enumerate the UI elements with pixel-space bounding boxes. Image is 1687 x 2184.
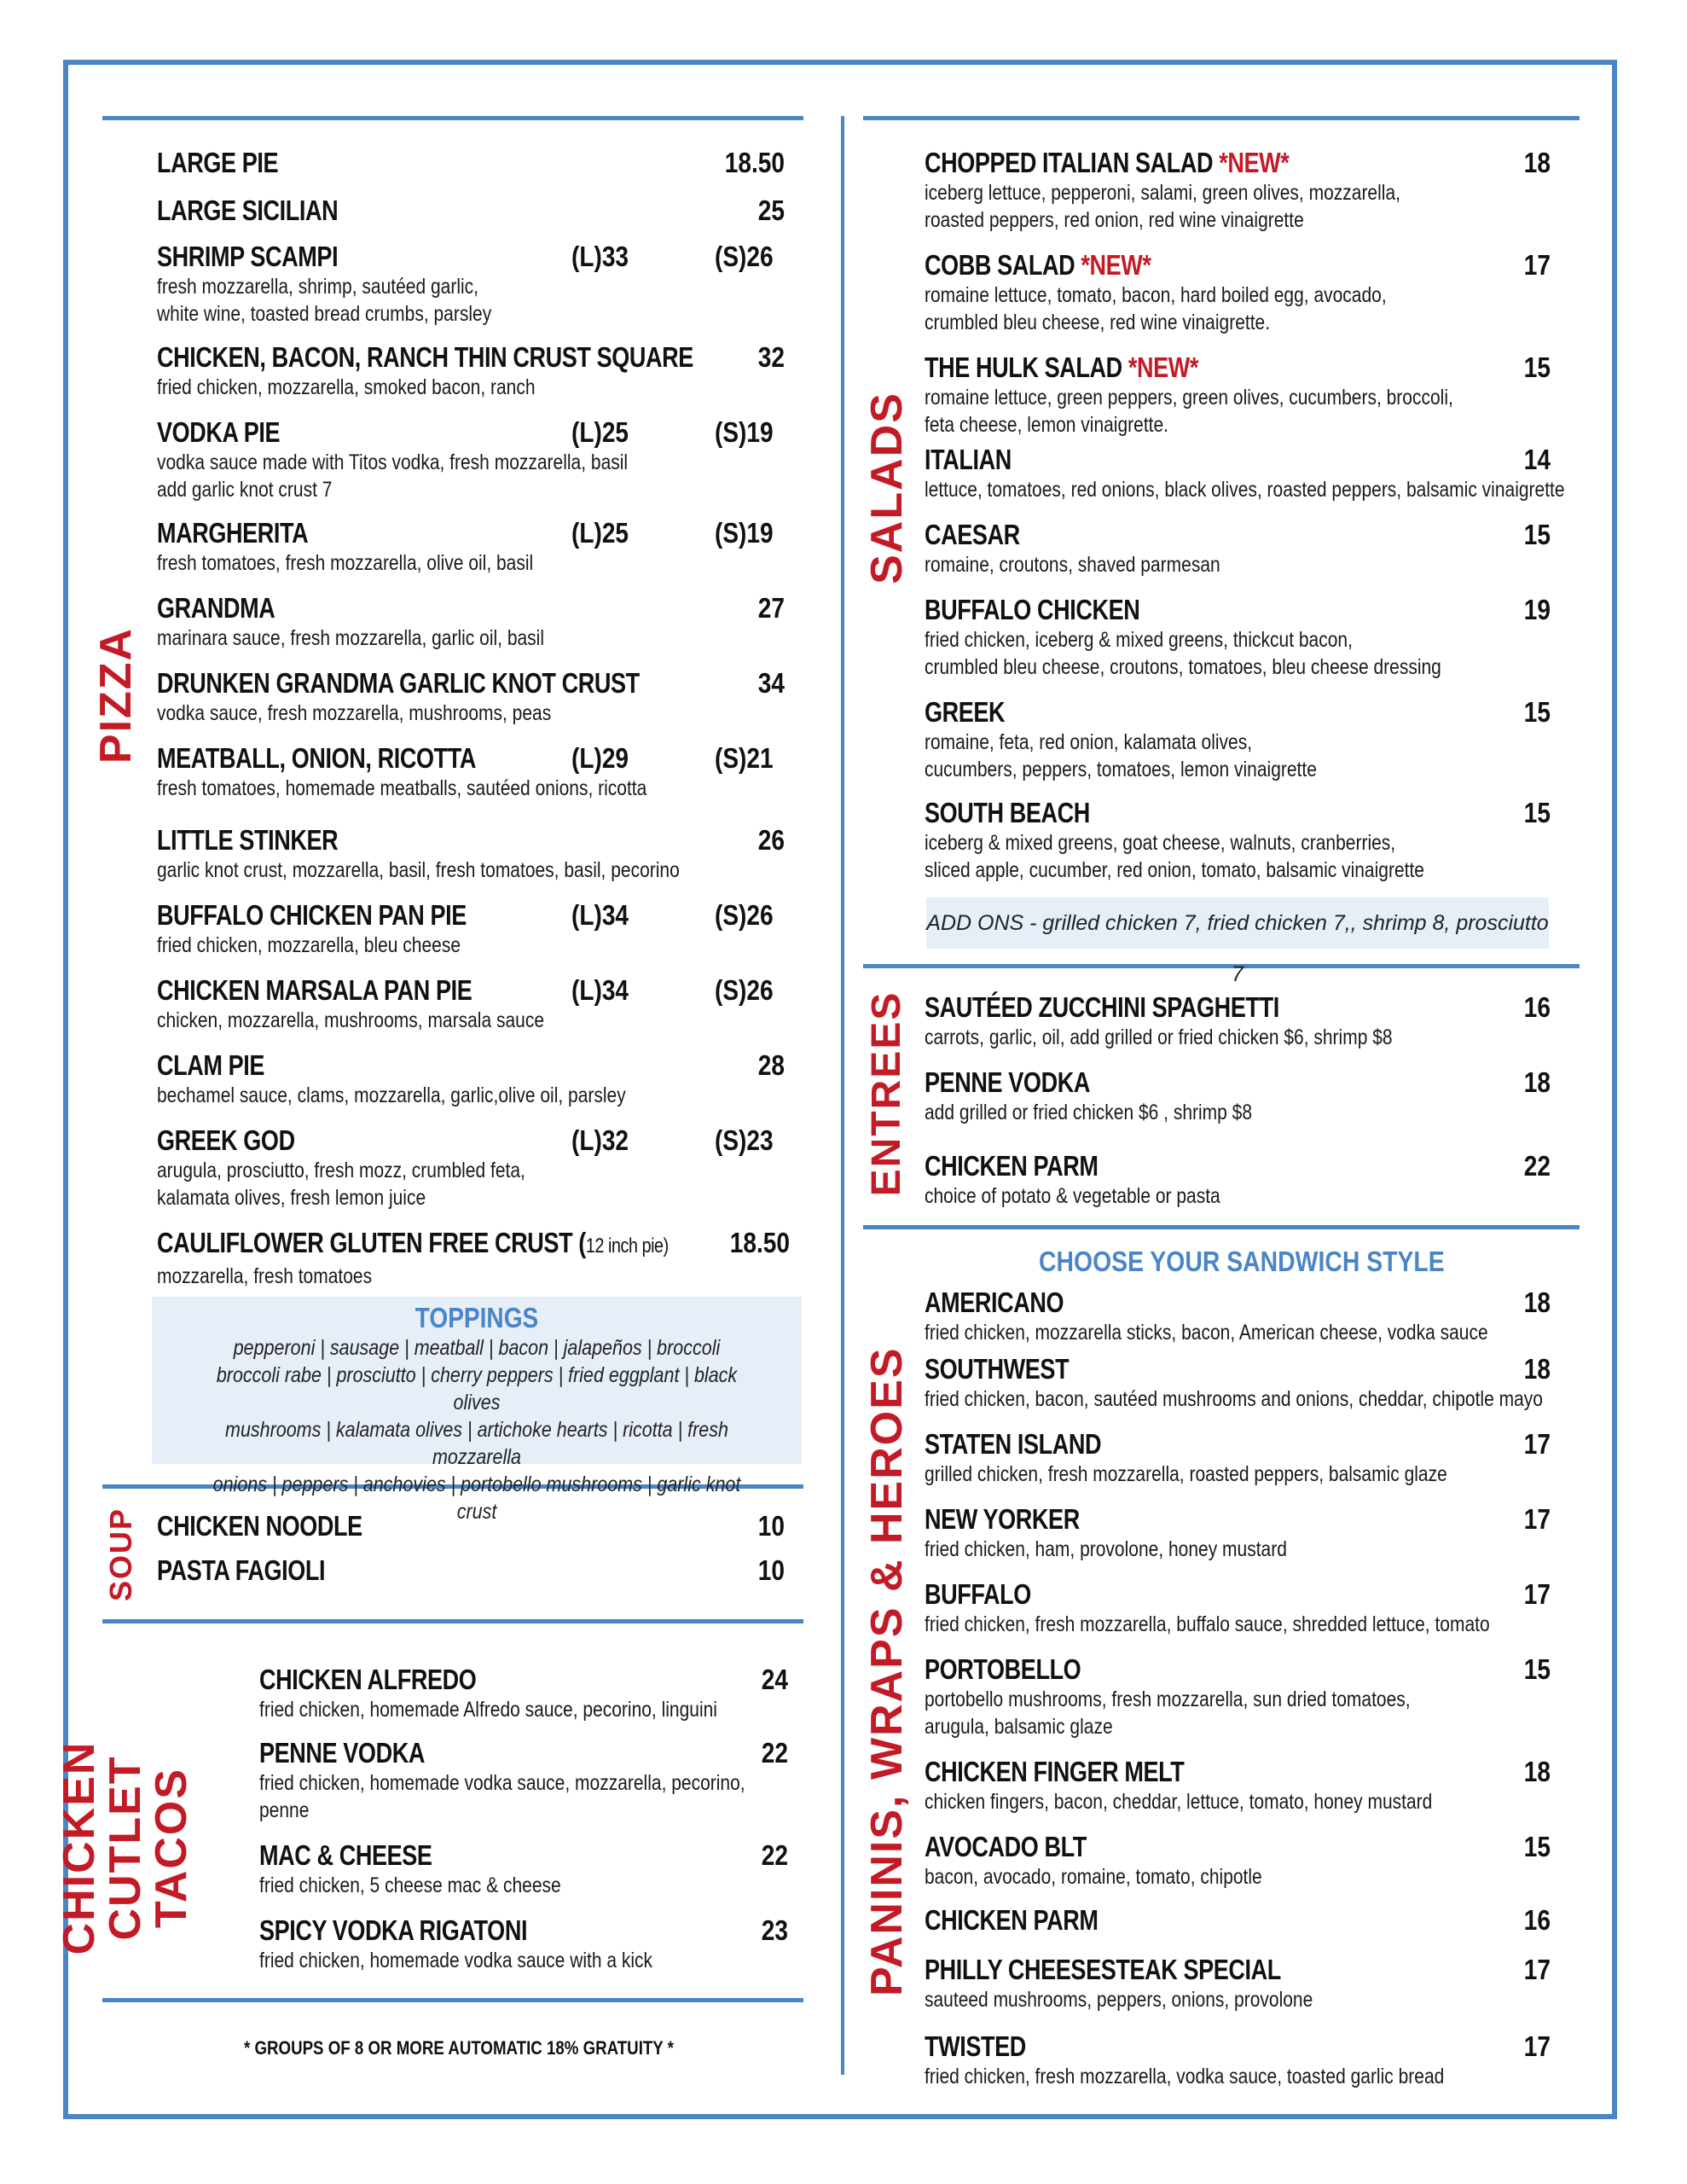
section-title-tacos: CHICKEN CUTLET TACOS xyxy=(55,1740,196,1955)
item-description: sauteed mushrooms, peppers, onions, provolone xyxy=(925,1988,1313,2012)
item-description: kalamata olives, fresh lemon juice xyxy=(157,1186,426,1210)
item-description: feta cheese, lemon vinaigrette. xyxy=(925,413,1169,437)
new-badge: *NEW* xyxy=(1075,249,1151,281)
item-price-large: (L)33 xyxy=(571,241,629,272)
menu-item xyxy=(925,1756,1529,1815)
section-title-entrees: ENTREES xyxy=(864,990,909,1197)
menu-item xyxy=(157,517,605,577)
menu-item xyxy=(157,195,378,227)
item-description: arugula, balsamic glaze xyxy=(925,1715,1113,1739)
divider-tacos-top xyxy=(102,1619,803,1623)
item-name: SOUTH BEACH xyxy=(925,797,1090,828)
item-price: 15 xyxy=(1523,696,1551,728)
item-price-large: (L)32 xyxy=(571,1124,629,1156)
item-name: GREEK GOD xyxy=(157,1124,295,1156)
item-name: MAC & CHEESE xyxy=(259,1839,432,1871)
toppings-line-2: broccoli rabe | prosciutto | cherry peppers | fried eggplant | black olives xyxy=(216,1363,738,1414)
item-description: romaine lettuce, green peppers, green olives, cucumbers, broccoli, xyxy=(925,386,1453,410)
divider-salads-top xyxy=(863,116,1580,120)
item-price: 10 xyxy=(757,1510,785,1542)
item-name: CLAM PIE xyxy=(157,1049,265,1081)
item-price: 26 xyxy=(757,824,785,856)
menu-item xyxy=(157,824,779,884)
gratuity-note: * GROUPS OF 8 OR MORE AUTOMATIC 18% GRATUITY * xyxy=(244,2037,674,2059)
menu-item xyxy=(259,1839,618,1899)
item-description: cucumbers, peppers, tomatoes, lemon vinaigrette xyxy=(925,758,1317,781)
menu-item xyxy=(157,592,618,652)
item-description: romaine, feta, red onion, kalamata olives, xyxy=(925,730,1253,754)
item-description: mozzarella, fresh tomatoes xyxy=(157,1264,373,1288)
item-price: 14 xyxy=(1523,444,1551,475)
item-description: vodka sauce, fresh mozzarella, mushrooms, peas xyxy=(157,701,552,725)
menu-item xyxy=(925,519,1277,578)
item-price-large: (L)34 xyxy=(571,899,629,931)
item-name: CHOPPED ITALIAN SALAD *NEW* xyxy=(925,147,1290,178)
item-description: sliced apple, cucumber, red onion, tomato, balsamic vinaigrette xyxy=(925,858,1424,882)
item-price-large: (L)25 xyxy=(571,517,629,549)
item-name: NEW YORKER xyxy=(925,1503,1080,1535)
item-price: 23 xyxy=(761,1914,788,1946)
item-description: carrots, garlic, oil, add grilled or fried chicken $6, shrimp $8 xyxy=(925,1025,1393,1049)
addons-box: ADD ONS - grilled chicken 7, fried chicken 7,, shrimp 8, prosciutto 7 xyxy=(926,897,1549,949)
item-price-small: (S)19 xyxy=(715,416,774,448)
menu-item xyxy=(925,1954,1387,2013)
menu-item xyxy=(925,797,1520,884)
item-description: fried chicken, mozzarella sticks, bacon, American cheese, vodka sauce xyxy=(925,1321,1488,1345)
menu-item xyxy=(157,667,745,727)
new-badge: *NEW* xyxy=(1122,351,1199,383)
item-name: LARGE PIE xyxy=(157,147,279,178)
item-description: iceberg & mixed greens, goat cheese, walnuts, cranberries, xyxy=(925,831,1396,855)
item-price: 18 xyxy=(1523,1287,1551,1318)
item-name: CHICKEN PARM xyxy=(925,1904,1099,1936)
item-name: SAUTÉED ZUCCHINI SPAGHETTI xyxy=(925,991,1279,1023)
menu-item xyxy=(925,444,1687,503)
item-name: LITTLE STINKER xyxy=(157,824,339,856)
column-divider xyxy=(841,116,844,2075)
section-title-pizza: PIZZA xyxy=(91,626,141,764)
toppings-line-1: pepperoni | sausage | meatball | bacon | jalapeños | broccoli xyxy=(233,1336,721,1360)
section-title-soup: SOUP xyxy=(103,1507,138,1602)
menu-item xyxy=(157,147,304,179)
item-description: white wine, toasted bread crumbs, parsley xyxy=(157,302,492,326)
item-description: fried chicken, mozzarella, smoked bacon, ranch xyxy=(157,375,536,399)
menu-item-chicken-noodle: CHICKEN NOODLE xyxy=(157,1510,362,1542)
item-description: fried chicken, ham, provolone, honey mustard xyxy=(925,1537,1287,1561)
item-description: fried chicken, homemade vodka sauce, mozzarella, pecorino, xyxy=(259,1771,745,1795)
item-description: portobello mushrooms, fresh mozzarella, sun dried tomatoes, xyxy=(925,1687,1411,1711)
menu-item xyxy=(925,1904,1136,1937)
item-description: fried chicken, homemade vodka sauce with a kick xyxy=(259,1949,653,1972)
item-description: add grilled or fried chicken $6 , shrimp $8 xyxy=(925,1101,1253,1124)
divider-tacos-bottom xyxy=(102,1998,803,2002)
menu-item xyxy=(259,1914,728,1974)
item-description: fried chicken, bacon, sautéed mushrooms and onions, cheddar, chipotle mayo xyxy=(925,1387,1543,1411)
item-price: 22 xyxy=(761,1737,788,1769)
item-description: marinara sauce, fresh mozzarella, garlic oil, basil xyxy=(157,626,545,650)
item-name: AVOCADO BLT xyxy=(925,1831,1087,1862)
item-description: romaine, croutons, shaved parmesan xyxy=(925,553,1220,577)
item-description: fresh tomatoes, homemade meatballs, sautéed onions, ricotta xyxy=(157,776,647,800)
item-price-large: (L)34 xyxy=(571,974,629,1006)
item-name: MARGHERITA xyxy=(157,517,309,549)
item-name: CHICKEN PARM xyxy=(925,1150,1099,1182)
item-name: SPICY VODKA RIGATONI xyxy=(259,1914,528,1946)
item-name: DRUNKEN GRANDMA GARLIC KNOT CRUST xyxy=(157,667,640,699)
item-name: BUFFALO xyxy=(925,1578,1031,1610)
item-description: garlic knot crust, mozzarella, basil, fresh tomatoes, basil, pecorino xyxy=(157,858,680,882)
item-description: chicken fingers, bacon, cheddar, lettuce, tomato, honey mustard xyxy=(925,1790,1433,1814)
item-price: 18.50 xyxy=(724,147,785,178)
item-name: GREEK xyxy=(925,696,1006,728)
item-name: THE HULK SALAD *NEW* xyxy=(925,351,1199,383)
item-name: CHICKEN ALFREDO xyxy=(259,1664,477,1695)
menu-item xyxy=(157,1049,715,1109)
item-price: 10 xyxy=(757,1554,785,1586)
item-price: 32 xyxy=(757,341,785,373)
new-badge: *NEW* xyxy=(1213,147,1290,178)
section-title-sandwiches: PANINIS, WRAPS & HEROES xyxy=(862,1346,912,1996)
menu-item xyxy=(925,147,1491,234)
item-description: penne xyxy=(259,1798,310,1822)
item-price: 28 xyxy=(757,1049,785,1081)
item-description: chicken, mozzarella, mushrooms, marsala sauce xyxy=(157,1008,545,1032)
item-name: PENNE VODKA xyxy=(259,1737,425,1769)
menu-item xyxy=(925,1428,1547,1488)
item-price: 17 xyxy=(1523,1428,1551,1460)
item-name: CHICKEN FINGER MELT xyxy=(925,1756,1185,1787)
item-name: CAESAR xyxy=(925,519,1020,550)
toppings-line-4: onions | peppers | anchovies | portobello mushrooms | garlic knot crust xyxy=(212,1472,741,1524)
item-price-small: (S)26 xyxy=(715,974,774,1006)
item-name: TWISTED xyxy=(925,2030,1026,2062)
item-description: arugula, prosciutto, fresh mozz, crumbled feta, xyxy=(157,1159,525,1182)
item-description: bacon, avocado, romaine, tomato, chipotle xyxy=(925,1865,1262,1889)
item-description: add garlic knot crust 7 xyxy=(157,478,333,502)
item-description: iceberg lettuce, pepperoni, salami, green olives, mozzarella, xyxy=(925,181,1400,205)
item-name: STATEN ISLAND xyxy=(925,1428,1102,1460)
item-description: fried chicken, 5 cheese mac & cheese xyxy=(259,1873,561,1897)
menu-item xyxy=(925,991,1481,1051)
item-name: PENNE VODKA xyxy=(925,1066,1090,1098)
item-description: fresh mozzarella, shrimp, sautéed garlic, xyxy=(157,275,478,299)
item-price: 15 xyxy=(1523,1831,1551,1862)
item-price: 16 xyxy=(1523,1904,1551,1936)
menu-item xyxy=(925,1150,1277,1210)
toppings-line-3: mushrooms | kalamata olives | artichoke hearts | ricotta | fresh mozzarella xyxy=(225,1418,728,1469)
menu-item xyxy=(925,1831,1326,1891)
item-name: CAULIFLOWER GLUTEN FREE CRUST (12 inch pie) xyxy=(157,1227,669,1258)
toppings-box xyxy=(152,1297,802,1524)
item-name: LARGE SICILIAN xyxy=(157,195,339,226)
item-description: lettuce, tomatoes, red onions, black olives, roasted peppers, balsamic vinaigrette xyxy=(925,478,1565,502)
item-name: COBB SALAD *NEW* xyxy=(925,249,1151,281)
divider-pizza-top xyxy=(102,116,803,120)
item-description: fried chicken, fresh mozzarella, buffalo sauce, shredded lettuce, tomato xyxy=(925,1612,1490,1636)
divider-sandwiches-top xyxy=(863,1225,1580,1229)
item-price: 15 xyxy=(1523,797,1551,828)
item-price: 17 xyxy=(1523,1578,1551,1610)
item-price: 25 xyxy=(757,195,785,226)
menu-item xyxy=(925,2030,1543,2090)
item-price-small: (S)19 xyxy=(715,517,774,549)
item-price: 17 xyxy=(1523,249,1551,281)
item-name: MEATBALL, ONION, RICOTTA xyxy=(157,742,476,774)
item-price: 15 xyxy=(1523,519,1551,550)
item-price: 15 xyxy=(1523,1653,1551,1685)
item-price: 18 xyxy=(1523,147,1551,178)
item-price-large: (L)25 xyxy=(571,416,629,448)
item-price: 16 xyxy=(1523,991,1551,1023)
item-description: crumbled bleu cheese, red wine vinaigrette. xyxy=(925,311,1271,334)
item-description: bechamel sauce, clams, mozzarella, garlic,olive oil, parsley xyxy=(157,1083,626,1107)
item-description: choice of potato & vegetable or pasta xyxy=(925,1184,1220,1208)
item-description: fried chicken, homemade Alfredo sauce, pecorino, linguini xyxy=(259,1698,717,1722)
menu-item xyxy=(925,1653,1503,1740)
item-name: GRANDMA xyxy=(157,592,275,624)
item-price-small: (S)26 xyxy=(715,241,774,272)
menu-item xyxy=(925,594,1539,681)
item-price: 17 xyxy=(1523,1503,1551,1535)
item-price: 18 xyxy=(1523,1066,1551,1098)
menu-item xyxy=(925,249,1475,336)
item-name: SOUTHWEST xyxy=(925,1353,1070,1385)
item-price-large: (L)29 xyxy=(571,742,629,774)
menu-item xyxy=(925,1503,1356,1563)
item-name: ITALIAN xyxy=(925,444,1012,475)
item-name: BUFFALO CHICKEN PAN PIE xyxy=(157,899,467,931)
item-price: 19 xyxy=(1523,594,1551,625)
item-price: 27 xyxy=(757,592,785,624)
item-description: grilled chicken, fresh mozzarella, roasted peppers, balsamic glaze xyxy=(925,1462,1447,1486)
menu-item xyxy=(157,742,740,802)
menu-item xyxy=(157,1124,595,1211)
item-description: crumbled bleu cheese, croutons, tomatoes, bleu cheese dressing xyxy=(925,655,1441,679)
item-price: 22 xyxy=(1523,1150,1551,1182)
item-name: SHRIMP SCAMPI xyxy=(157,241,339,272)
item-description: fried chicken, mozzarella, bleu cheese xyxy=(157,933,461,957)
item-price: 18 xyxy=(1523,1756,1551,1787)
item-description: roasted peppers, red onion, red wine vinaigrette xyxy=(925,208,1304,232)
item-price: 18.50 xyxy=(729,1227,790,1258)
item-description: romaine lettuce, tomato, bacon, hard boiled egg, avocado, xyxy=(925,283,1387,307)
item-name: CHICKEN, BACON, RANCH THIN CRUST SQUARE xyxy=(157,341,693,373)
section-title-salads: SALADS xyxy=(862,392,912,584)
item-price: 24 xyxy=(761,1664,788,1695)
item-price-small: (S)21 xyxy=(715,742,774,774)
item-description: fried chicken, iceberg & mixed greens, thickcut bacon, xyxy=(925,628,1353,652)
item-name: BUFFALO CHICKEN xyxy=(925,594,1140,625)
item-name: AMERICANO xyxy=(925,1287,1064,1318)
item-description: vodka sauce made with Titos vodka, fresh mozzarella, basil xyxy=(157,450,629,474)
menu-item xyxy=(925,1066,1314,1126)
menu-item xyxy=(157,899,535,959)
item-price: 34 xyxy=(757,667,785,699)
item-price: 18 xyxy=(1523,1353,1551,1385)
menu-item xyxy=(157,241,555,328)
item-price-small: (S)26 xyxy=(715,899,774,931)
sandwich-style-title: CHOOSE YOUR SANDWICH STYLE xyxy=(1039,1246,1445,1277)
item-price: 22 xyxy=(761,1839,788,1871)
item-price: 17 xyxy=(1523,1954,1551,1985)
menu-item-pasta-fagioli: PASTA FAGIOLI xyxy=(157,1554,326,1586)
menu-item xyxy=(925,351,1554,439)
item-name: CHICKEN MARSALA PAN PIE xyxy=(157,974,472,1006)
menu-item xyxy=(157,416,717,503)
menu-item xyxy=(157,974,617,1034)
menu-item xyxy=(925,696,1392,783)
item-name: PORTOBELLO xyxy=(925,1653,1081,1685)
item-description: fried chicken, fresh mozzarella, vodka sauce, toasted garlic bread xyxy=(925,2065,1445,2088)
item-price: 15 xyxy=(1523,351,1551,383)
toppings-title: TOPPINGS xyxy=(415,1302,539,1333)
item-name: PHILLY CHEESESTEAK SPECIAL xyxy=(925,1954,1281,1985)
item-price: 17 xyxy=(1523,2030,1551,2062)
item-name: VODKA PIE xyxy=(157,416,281,448)
divider-entrees-top xyxy=(863,964,1580,968)
item-description: fresh tomatoes, fresh mozzarella, olive oil, basil xyxy=(157,551,534,575)
item-price-small: (S)23 xyxy=(715,1124,774,1156)
